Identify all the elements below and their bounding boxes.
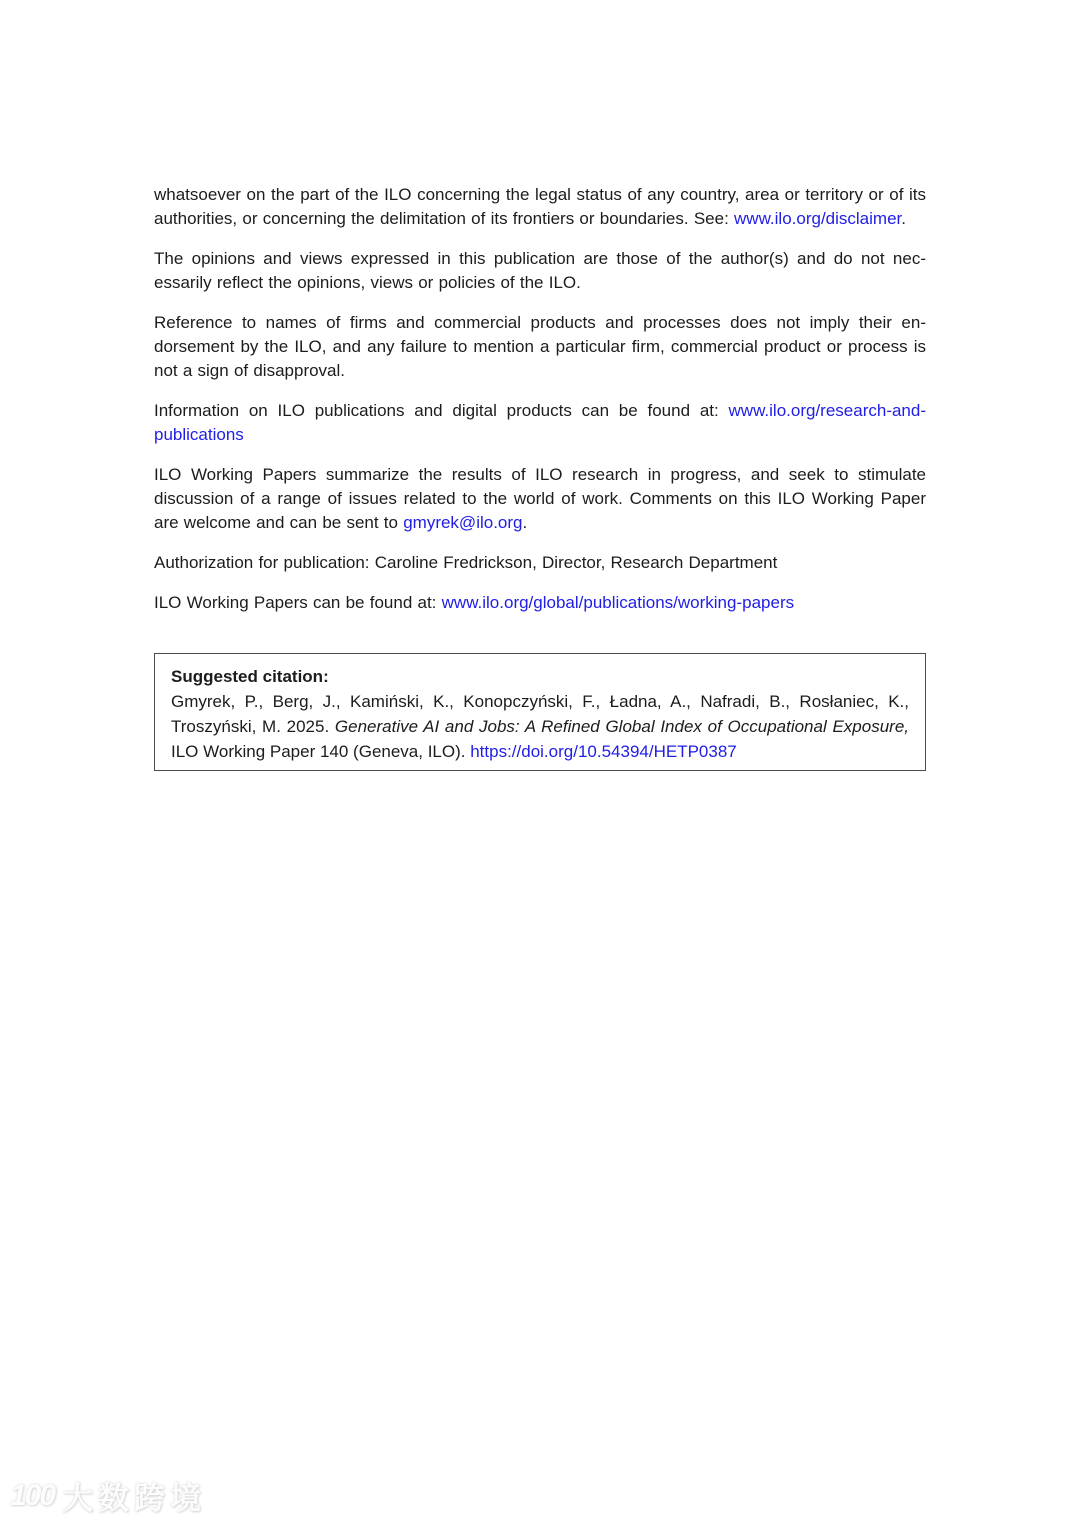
citation-heading: Suggested citation: xyxy=(171,667,329,686)
text-run: . xyxy=(901,209,906,228)
citation-text xyxy=(171,689,909,764)
paragraph-opinions xyxy=(154,247,926,295)
text-run: Reference to names of firms and commercial products and processes does not imply their endorsement by the ILO, and any failure to mention a particular firm, commercial product or process is not a sign of disapproval. xyxy=(154,313,926,380)
page-content xyxy=(154,183,926,771)
text-run: Generative AI and Jobs: A Refined Global Index of Occupational Exposure, xyxy=(334,717,909,736)
paragraph-working-papers-summary xyxy=(154,463,926,535)
text-run: ILO Working Papers summarize the results of ILO research in progress, and seek to stimulate discussion of a range of issues related to the world of work. Comments on this ILO Working Paper are welcome and can be sent to xyxy=(154,465,926,532)
watermark xyxy=(10,1473,206,1518)
text-run: Information on ILO publications and digital products can be found at: xyxy=(154,401,729,420)
text-run: Gmyrek, P., Berg, J., Kamiński, K., Konopczyński, F., Ładna, A., Nafradi, B., Rosłaniec, K., Troszyński, M. 2025. xyxy=(171,692,909,736)
paragraph-disclaimer xyxy=(154,183,926,231)
watermark-logo-icon: 100 xyxy=(10,1478,55,1512)
doi-link[interactable]: https://doi.org/10.54394/HETP0387 xyxy=(470,742,737,761)
gmyrek-email-link[interactable]: gmyrek@ilo.org xyxy=(403,513,523,532)
text-run: . xyxy=(522,513,528,532)
text-run: ILO Working Papers can be found at: xyxy=(154,593,442,612)
suggested-citation-box xyxy=(154,653,926,771)
watermark-text: 大数跨境 xyxy=(62,1481,207,1516)
paragraph-firms-reference xyxy=(154,311,926,383)
ilo-research-publications-link[interactable]: www.ilo.org/research-​and-publications xyxy=(154,401,926,444)
text-run: whatsoever on the part of the ILO concerning the legal status of any country, area or territory or of its authorities, or concerning the delimitation of its frontiers or boundaries. See: xyxy=(154,185,926,228)
text-run: The opinions and views expressed in this publication are those of the author(s) and do not necessarily reflect the opinions, views or policies of the ILO. xyxy=(154,249,926,292)
ilo-disclaimer-link[interactable]: www.ilo.​org/disclaimer xyxy=(734,209,902,228)
paragraph-authorization xyxy=(154,551,926,575)
text-run: ILO Working Paper 140 (Geneva, ILO). xyxy=(171,742,471,761)
paragraph-publications-info xyxy=(154,399,926,447)
paragraph-working-papers-location xyxy=(154,591,926,615)
text-run: Authorization for publication: Caroline Fredrickson, Director, Research Department xyxy=(154,553,778,572)
ilo-working-papers-link[interactable]: www.ilo.org/global/publications/working-papers xyxy=(441,593,795,612)
